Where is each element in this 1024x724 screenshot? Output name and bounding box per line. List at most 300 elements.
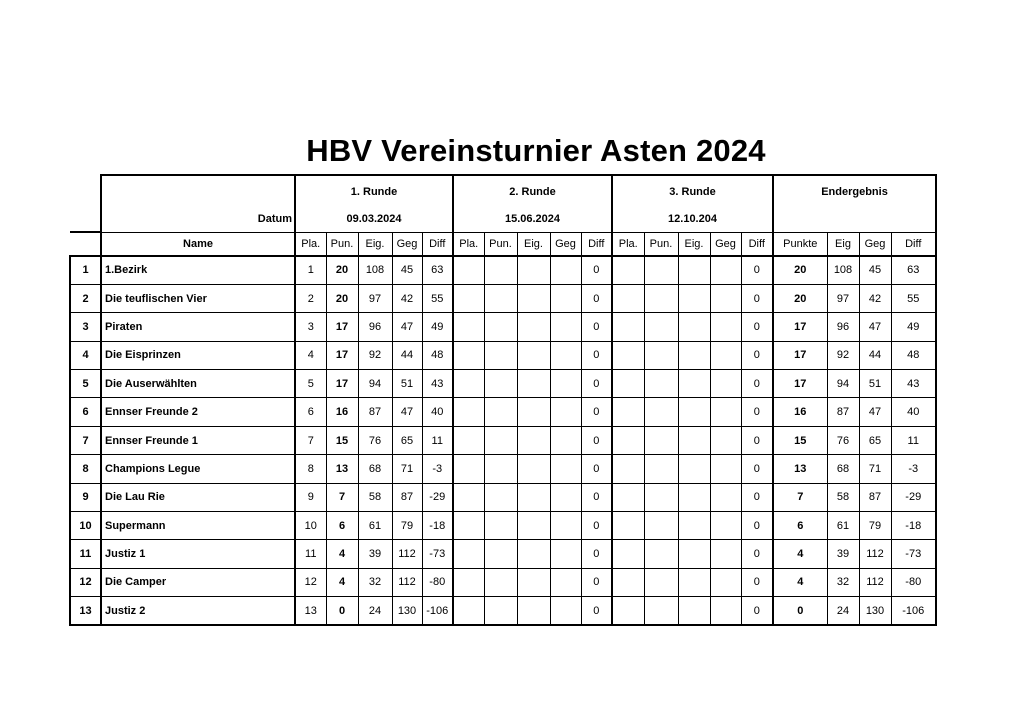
round-2-geg: [550, 341, 581, 369]
round-3-diff: 0: [741, 568, 773, 596]
round-3-col-header: Pla.: [612, 232, 644, 256]
round-2-place: [453, 256, 484, 284]
round-1-geg: 130: [392, 597, 422, 625]
round-2-diff: 0: [581, 398, 612, 426]
round-2-points: [484, 455, 517, 483]
final-points: 0: [773, 597, 827, 625]
table-row: [70, 398, 936, 426]
final-eig: 94: [827, 370, 859, 398]
final-eig: 96: [827, 313, 859, 341]
round-2-points: [484, 568, 517, 596]
final-geg: 45: [859, 256, 891, 284]
round-3-points: [644, 512, 678, 540]
round-3-eig: [678, 426, 710, 454]
round-2-diff: 0: [581, 313, 612, 341]
table-row: [70, 341, 936, 369]
team-name: Ennser Freunde 2: [101, 398, 295, 426]
round-3-diff: 0: [741, 398, 773, 426]
round-1-eig: 87: [358, 398, 392, 426]
round-1-points: 20: [326, 256, 358, 284]
round-2-place: [453, 540, 484, 568]
round-1-points: 4: [326, 568, 358, 596]
round-2-eig: [517, 483, 550, 511]
round-3-points: [644, 284, 678, 312]
final-diff: 43: [891, 370, 936, 398]
round-3-eig: [678, 455, 710, 483]
round-1-geg: 44: [392, 341, 422, 369]
round-1-eig: 24: [358, 597, 392, 625]
rank-cell: 7: [70, 426, 101, 454]
round-2-points: [484, 512, 517, 540]
round-1-place: 2: [295, 284, 326, 312]
round-1-points: 20: [326, 284, 358, 312]
datum-label: Datum: [101, 207, 295, 232]
rank-cell: 13: [70, 597, 101, 625]
round-2-points: [484, 597, 517, 625]
team-name: Justiz 2: [101, 597, 295, 625]
final-geg: 71: [859, 455, 891, 483]
round-3-geg: [710, 313, 741, 341]
round-2-diff: 0: [581, 568, 612, 596]
round-1-geg: 51: [392, 370, 422, 398]
final-eig: 92: [827, 341, 859, 369]
round-1-place: 9: [295, 483, 326, 511]
round-1-place: 3: [295, 313, 326, 341]
round-2-geg: [550, 398, 581, 426]
round-2-diff: 0: [581, 341, 612, 369]
round-2-col-header: Eig.: [517, 232, 550, 256]
round-2-geg: [550, 284, 581, 312]
table-row: [70, 284, 936, 312]
round-1-diff: 40: [422, 398, 453, 426]
final-eig: 97: [827, 284, 859, 312]
rank-cell: 12: [70, 568, 101, 596]
final-points: 17: [773, 370, 827, 398]
round-2-points: [484, 370, 517, 398]
round-1-eig: 68: [358, 455, 392, 483]
rank-cell: 11: [70, 540, 101, 568]
round-2-eig: [517, 256, 550, 284]
final-diff: -106: [891, 597, 936, 625]
round-1-diff: -3: [422, 455, 453, 483]
round-3-eig: [678, 597, 710, 625]
final-eig: 32: [827, 568, 859, 596]
round-1-date: 09.03.2024: [295, 207, 453, 232]
round-2-col-header: Diff: [581, 232, 612, 256]
round-3-eig: [678, 512, 710, 540]
round-2-diff: 0: [581, 256, 612, 284]
round-2-place: [453, 313, 484, 341]
round-2-place: [453, 597, 484, 625]
final-geg: 42: [859, 284, 891, 312]
round-3-place: [612, 313, 644, 341]
round-1-place: 11: [295, 540, 326, 568]
final-points: 16: [773, 398, 827, 426]
final-eig: 58: [827, 483, 859, 511]
round-3-eig: [678, 370, 710, 398]
round-1-eig: 39: [358, 540, 392, 568]
round-2-geg: [550, 370, 581, 398]
round-2-col-header: Pla.: [453, 232, 484, 256]
round-3-place: [612, 568, 644, 596]
round-2-place: [453, 512, 484, 540]
header-row-columns: [70, 232, 936, 256]
final-eig: 68: [827, 455, 859, 483]
round-1-col-header: Geg: [392, 232, 422, 256]
round-1-diff: 55: [422, 284, 453, 312]
final-diff: -29: [891, 483, 936, 511]
round-2-place: [453, 426, 484, 454]
round-1-header: 1. Runde: [295, 175, 453, 207]
rank-cell: 3: [70, 313, 101, 341]
round-3-header: 3. Runde: [612, 175, 773, 207]
round-1-points: 15: [326, 426, 358, 454]
round-1-eig: 94: [358, 370, 392, 398]
rank-cell: 1: [70, 256, 101, 284]
round-3-points: [644, 483, 678, 511]
round-1-points: 17: [326, 370, 358, 398]
round-2-eig: [517, 313, 550, 341]
table-row: [70, 568, 936, 596]
round-2-geg: [550, 597, 581, 625]
final-geg: 51: [859, 370, 891, 398]
round-1-place: 5: [295, 370, 326, 398]
round-3-place: [612, 540, 644, 568]
round-1-points: 0: [326, 597, 358, 625]
round-3-col-header: Geg: [710, 232, 741, 256]
rank-cell: 8: [70, 455, 101, 483]
round-2-points: [484, 483, 517, 511]
final-diff: 11: [891, 426, 936, 454]
round-2-place: [453, 284, 484, 312]
final-diff: 40: [891, 398, 936, 426]
final-diff: -73: [891, 540, 936, 568]
round-1-place: 10: [295, 512, 326, 540]
round-3-col-header: Diff: [741, 232, 773, 256]
round-3-geg: [710, 540, 741, 568]
final-geg: 65: [859, 426, 891, 454]
round-2-points: [484, 426, 517, 454]
final-diff: -80: [891, 568, 936, 596]
round-1-points: 7: [326, 483, 358, 511]
final-eig: 39: [827, 540, 859, 568]
round-2-eig: [517, 398, 550, 426]
rank-cell: 5: [70, 370, 101, 398]
table-row: [70, 256, 936, 284]
round-3-geg: [710, 398, 741, 426]
final-geg: 47: [859, 313, 891, 341]
round-2-col-header: Pun.: [484, 232, 517, 256]
round-2-eig: [517, 540, 550, 568]
round-1-points: 6: [326, 512, 358, 540]
round-2-points: [484, 341, 517, 369]
round-2-points: [484, 398, 517, 426]
round-2-points: [484, 540, 517, 568]
corner-blank: [70, 175, 101, 232]
final-points: 13: [773, 455, 827, 483]
rank-cell: 9: [70, 483, 101, 511]
round-2-points: [484, 256, 517, 284]
final-date: [773, 207, 936, 232]
round-1-points: 16: [326, 398, 358, 426]
round-2-diff: 0: [581, 426, 612, 454]
table-row: [70, 426, 936, 454]
round-3-points: [644, 256, 678, 284]
round-1-eig: 96: [358, 313, 392, 341]
round-1-place: 7: [295, 426, 326, 454]
final-geg: 130: [859, 597, 891, 625]
final-geg: 47: [859, 398, 891, 426]
round-3-date: 12.10.204: [612, 207, 773, 232]
round-3-diff: 0: [741, 370, 773, 398]
round-2-geg: [550, 483, 581, 511]
round-2-geg: [550, 426, 581, 454]
round-1-diff: -18: [422, 512, 453, 540]
round-2-place: [453, 398, 484, 426]
round-3-place: [612, 284, 644, 312]
round-3-points: [644, 568, 678, 596]
round-3-place: [612, 398, 644, 426]
round-2-header: 2. Runde: [453, 175, 612, 207]
round-1-eig: 58: [358, 483, 392, 511]
round-2-eig: [517, 512, 550, 540]
round-3-points: [644, 455, 678, 483]
table-row: [70, 597, 936, 625]
round-2-place: [453, 455, 484, 483]
round-1-place: 1: [295, 256, 326, 284]
round-1-col-header: Diff: [422, 232, 453, 256]
round-2-eig: [517, 370, 550, 398]
round-1-diff: -29: [422, 483, 453, 511]
table-row: [70, 313, 936, 341]
final-eig: 24: [827, 597, 859, 625]
round-1-points: 17: [326, 341, 358, 369]
round-2-eig: [517, 284, 550, 312]
final-points: 4: [773, 568, 827, 596]
round-3-eig: [678, 341, 710, 369]
rank-cell: 10: [70, 512, 101, 540]
round-1-place: 4: [295, 341, 326, 369]
round-1-eig: 32: [358, 568, 392, 596]
round-3-geg: [710, 426, 741, 454]
round-1-geg: 112: [392, 568, 422, 596]
round-1-eig: 108: [358, 256, 392, 284]
round-2-place: [453, 568, 484, 596]
header-row-dates: [70, 207, 936, 232]
round-1-col-header: Pun.: [326, 232, 358, 256]
round-3-eig: [678, 483, 710, 511]
final-geg: 112: [859, 568, 891, 596]
round-1-diff: 49: [422, 313, 453, 341]
round-1-geg: 47: [392, 398, 422, 426]
round-3-points: [644, 341, 678, 369]
round-3-col-header: Eig.: [678, 232, 710, 256]
final-points: 20: [773, 256, 827, 284]
final-diff: -3: [891, 455, 936, 483]
round-1-eig: 92: [358, 341, 392, 369]
final-points: 7: [773, 483, 827, 511]
round-1-geg: 79: [392, 512, 422, 540]
round-3-geg: [710, 256, 741, 284]
table-row: [70, 370, 936, 398]
round-1-place: 13: [295, 597, 326, 625]
round-2-geg: [550, 256, 581, 284]
round-3-geg: [710, 455, 741, 483]
round-2-geg: [550, 313, 581, 341]
round-2-diff: 0: [581, 455, 612, 483]
round-3-place: [612, 512, 644, 540]
round-3-geg: [710, 597, 741, 625]
round-3-col-header: Pun.: [644, 232, 678, 256]
round-3-diff: 0: [741, 540, 773, 568]
round-1-place: 12: [295, 568, 326, 596]
final-geg: 44: [859, 341, 891, 369]
team-name: Die Lau Rie: [101, 483, 295, 511]
round-3-geg: [710, 568, 741, 596]
round-1-geg: 47: [392, 313, 422, 341]
round-1-diff: 43: [422, 370, 453, 398]
round-3-place: [612, 597, 644, 625]
round-3-eig: [678, 540, 710, 568]
round-1-col-header: Eig.: [358, 232, 392, 256]
table-row: [70, 455, 936, 483]
round-1-geg: 42: [392, 284, 422, 312]
results-table: [69, 174, 937, 626]
table-row: [70, 483, 936, 511]
final-col-header: Geg: [859, 232, 891, 256]
round-2-geg: [550, 568, 581, 596]
round-1-diff: -73: [422, 540, 453, 568]
round-1-geg: 45: [392, 256, 422, 284]
round-1-points: 17: [326, 313, 358, 341]
round-3-diff: 0: [741, 597, 773, 625]
round-2-eig: [517, 426, 550, 454]
round-2-date: 15.06.2024: [453, 207, 612, 232]
final-col-header: Diff: [891, 232, 936, 256]
round-3-eig: [678, 313, 710, 341]
round-2-diff: 0: [581, 597, 612, 625]
round-2-points: [484, 284, 517, 312]
final-points: 17: [773, 313, 827, 341]
round-1-geg: 71: [392, 455, 422, 483]
round-3-diff: 0: [741, 313, 773, 341]
round-1-eig: 76: [358, 426, 392, 454]
round-2-geg: [550, 540, 581, 568]
team-name: 1.Bezirk: [101, 256, 295, 284]
team-name: Piraten: [101, 313, 295, 341]
round-3-place: [612, 256, 644, 284]
round-2-place: [453, 483, 484, 511]
round-3-points: [644, 540, 678, 568]
table-row: [70, 540, 936, 568]
round-1-place: 8: [295, 455, 326, 483]
round-3-diff: 0: [741, 284, 773, 312]
rank-cell: 2: [70, 284, 101, 312]
final-col-header: Eig: [827, 232, 859, 256]
round-2-diff: 0: [581, 512, 612, 540]
team-name: Die Eisprinzen: [101, 341, 295, 369]
round-2-col-header: Geg: [550, 232, 581, 256]
round-1-eig: 97: [358, 284, 392, 312]
page-title: HBV Vereinsturnier Asten 2024: [306, 133, 766, 168]
team-name: Champions Legue: [101, 455, 295, 483]
round-1-geg: 87: [392, 483, 422, 511]
round-3-geg: [710, 512, 741, 540]
round-1-points: 13: [326, 455, 358, 483]
round-1-diff: 48: [422, 341, 453, 369]
round-3-place: [612, 370, 644, 398]
final-eig: 76: [827, 426, 859, 454]
team-name: Justiz 1: [101, 540, 295, 568]
final-header: Endergebnis: [773, 175, 936, 207]
final-diff: 63: [891, 256, 936, 284]
round-3-place: [612, 341, 644, 369]
team-name: Supermann: [101, 512, 295, 540]
round-3-place: [612, 426, 644, 454]
round-3-geg: [710, 370, 741, 398]
corner-blank-bottom: [70, 232, 101, 256]
round-2-diff: 0: [581, 370, 612, 398]
round-2-place: [453, 370, 484, 398]
final-geg: 112: [859, 540, 891, 568]
round-2-geg: [550, 512, 581, 540]
round-2-eig: [517, 341, 550, 369]
round-2-geg: [550, 455, 581, 483]
round-3-diff: 0: [741, 256, 773, 284]
round-1-geg: 65: [392, 426, 422, 454]
team-name: Die Camper: [101, 568, 295, 596]
round-3-diff: 0: [741, 455, 773, 483]
final-diff: 49: [891, 313, 936, 341]
name-header-top: [101, 175, 295, 207]
round-2-points: [484, 313, 517, 341]
table-row: [70, 512, 936, 540]
round-3-eig: [678, 256, 710, 284]
final-points: 6: [773, 512, 827, 540]
round-3-diff: 0: [741, 512, 773, 540]
round-3-eig: [678, 284, 710, 312]
round-3-place: [612, 483, 644, 511]
final-col-header: Punkte: [773, 232, 827, 256]
round-3-place: [612, 455, 644, 483]
round-2-place: [453, 341, 484, 369]
round-3-diff: 0: [741, 426, 773, 454]
final-points: 4: [773, 540, 827, 568]
final-points: 15: [773, 426, 827, 454]
round-2-eig: [517, 597, 550, 625]
round-2-diff: 0: [581, 284, 612, 312]
round-1-diff: -80: [422, 568, 453, 596]
round-1-points: 4: [326, 540, 358, 568]
round-2-diff: 0: [581, 540, 612, 568]
round-3-points: [644, 313, 678, 341]
round-1-diff: -106: [422, 597, 453, 625]
round-1-col-header: Pla.: [295, 232, 326, 256]
final-diff: -18: [891, 512, 936, 540]
final-diff: 55: [891, 284, 936, 312]
final-points: 20: [773, 284, 827, 312]
round-3-geg: [710, 284, 741, 312]
round-3-points: [644, 426, 678, 454]
final-eig: 61: [827, 512, 859, 540]
round-1-place: 6: [295, 398, 326, 426]
team-name: Die Auserwählten: [101, 370, 295, 398]
round-3-diff: 0: [741, 483, 773, 511]
round-1-eig: 61: [358, 512, 392, 540]
final-geg: 87: [859, 483, 891, 511]
final-diff: 48: [891, 341, 936, 369]
round-3-points: [644, 597, 678, 625]
